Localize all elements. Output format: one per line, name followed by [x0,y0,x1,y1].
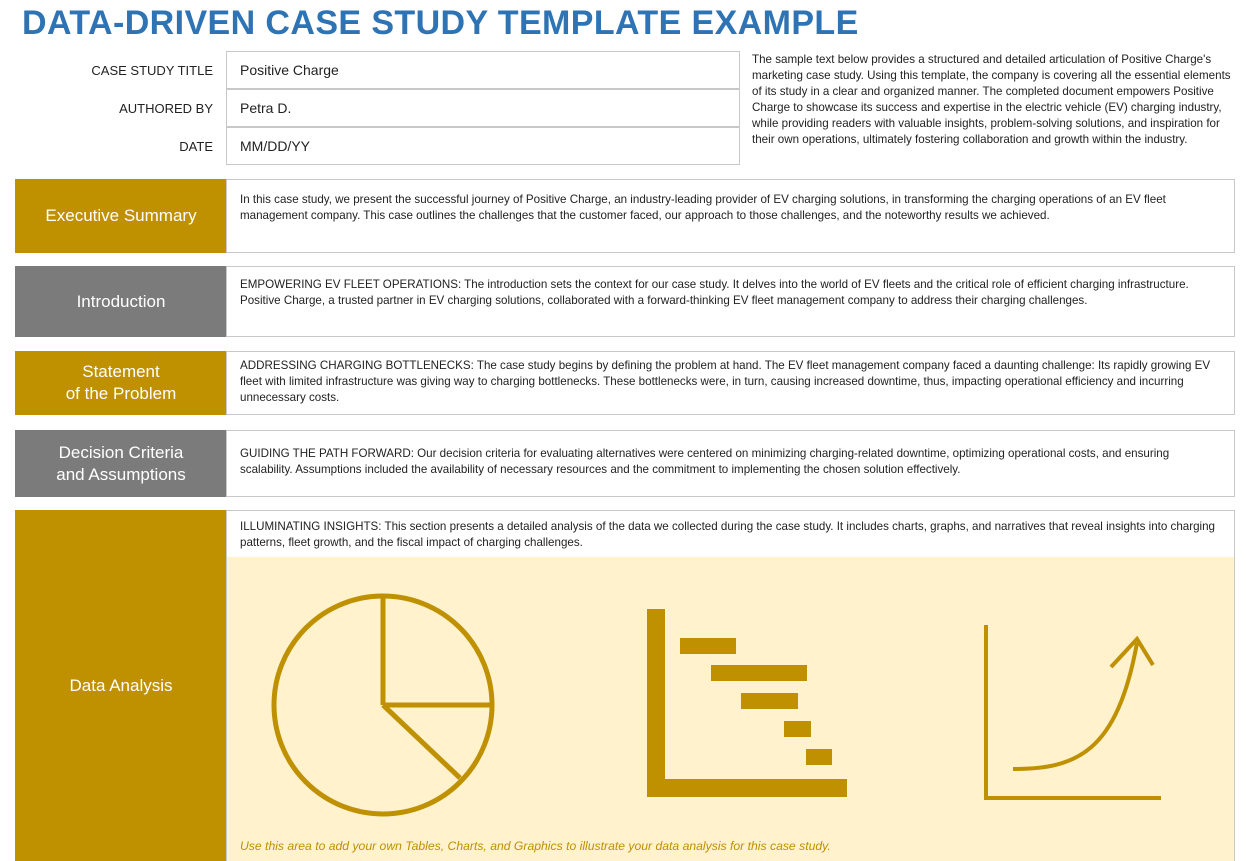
section-text-statement-of-problem[interactable]: ADDRESSING CHARGING BOTTLENECKS: The case study begins by defining the problem at hand. The EV fleet management company faced a daunting challenge: Its rapidly growing EV fleet with limited infrastructure was giving way to charging bottlenecks. These bottlenecks were, in turn, causing increased downtime, thus, impacting operational efficiency and incurring unnecessary costs. [226,351,1235,415]
data-analysis-area[interactable] [226,557,1235,861]
intro-note: The sample text below provides a structured and detailed articulation of Positive Charge's marketing case study. Using this template, the company is covering all the essential elements of its study in a clear and organized manner. The completed document empowers Positive Charge to showcase its success and expertise in the electric vehicle (EV) charging industry, while providing readers with valuable insights, problem-solving solutions, and inspiration for their own operations, ultimately fostering collaboration and growth within the industry. [752,53,1231,146]
section-text-executive-summary[interactable]: In this case study, we present the successful journey of Positive Charge, an industry-leading provider of EV charging solutions, in transforming the charging operations of an EV fleet management company. This case outlines the challenges that the customer faced, our approach to those challenges, and the noteworthy results we achieved. [226,179,1235,253]
page-title: DATA-DRIVEN CASE STUDY TEMPLATE EXAMPLE [22,4,859,42]
authored-by-field[interactable]: Petra D. [226,89,740,127]
section-label-data-analysis: Data Analysis [15,510,227,861]
section-text-introduction[interactable]: EMPOWERING EV FLEET OPERATIONS: The introduction sets the context for our case study. It delves into the world of EV fleets and the critical role of efficient charging infrastructure. Positive Charge, a trusted partner in EV charging solutions, collaborated with a forward-thinking EV fleet management company to address their charging challenges. [226,266,1235,337]
date-field[interactable]: MM/DD/YY [226,127,740,165]
case-study-title-label: CASE STUDY TITLE [91,63,213,78]
case-study-title-field[interactable]: Positive Charge [226,51,740,89]
section-label-decision-criteria: Decision Criteria and Assumptions [15,430,227,497]
authored-by-label: AUTHORED BY [119,101,213,116]
growth-curve-icon [986,625,1161,798]
section-label-statement-of-problem: Statement of the Problem [15,351,227,415]
section-text-decision-criteria[interactable]: GUIDING THE PATH FORWARD: Our decision criteria for evaluating alternatives were centered on minimizing charging-related downtime, optimizing operational costs, and ensuring scalability. Assumptions included the availability of necessary resources and the commitment to implementing the chosen solution effectively. [226,430,1235,497]
section-label-introduction: Introduction [15,266,227,337]
date-label: DATE [179,139,213,154]
pie-chart-icon [274,596,492,814]
section-label-executive-summary: Executive Summary [15,179,227,253]
data-area-note: Use this area to add your own Tables, Charts, and Graphics to illustrate your data analysis for this case study. [240,839,831,853]
section-text-data-analysis[interactable]: ILLUMINATING INSIGHTS: This section presents a detailed analysis of the data we collected during the case study. It includes charts, graphs, and narratives that reveal insights into charging patterns, fleet growth, and the fiscal impact of charging challenges. [226,510,1235,558]
gantt-chart-icon [647,609,847,797]
